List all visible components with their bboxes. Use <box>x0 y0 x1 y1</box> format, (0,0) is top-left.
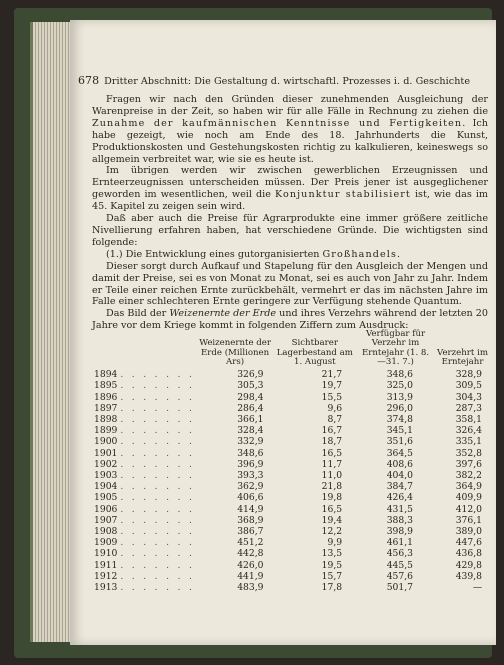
year-label: 1896 <box>94 391 118 403</box>
table-cell: 11,7 <box>321 458 343 470</box>
year-label: 1903 <box>94 470 118 482</box>
table-cell: 348,6 <box>237 447 264 459</box>
paragraph-6-end: und ihres Verzehrs während der letzten 20 Jahre vor dem Kriege kommt in folgenden Ziffern zum Ausdruck: <box>92 308 489 332</box>
table-row <box>92 582 490 593</box>
table-cell: 382,2 <box>455 470 482 482</box>
table-cell-year <box>92 582 197 593</box>
table-cell: 313,9 <box>386 391 414 403</box>
table-cell: 12,2 <box>321 526 343 538</box>
table-cell-year <box>92 392 197 403</box>
leader-dots: . . . . . . . <box>120 582 195 594</box>
table-row <box>92 403 490 414</box>
paragraph-2 <box>92 165 488 213</box>
leader-dots: . . . . . . . <box>120 537 195 549</box>
table-cell: 304,3 <box>455 391 482 403</box>
leader-dots: . . . . . . . <box>120 414 195 425</box>
table-cell: 501,7 <box>386 582 414 594</box>
table-cell: 296,0 <box>386 402 414 414</box>
table-cell: 19,7 <box>321 380 343 392</box>
year-label: 1910 <box>94 548 118 560</box>
table-cell: 351,6 <box>386 436 414 448</box>
leader-dots: . . . . . . . <box>120 391 195 403</box>
paragraph-5: Dieser sorgt durch Aufkauf und Stapelung für den Ausgleich der Mengen und damit der Preise, sei es von Monat zu Monat, sei es auch von Jahr zu Jahr. Indem er Teile einer reichen Ernte zurückbehält, vermehrt er das im nächsten Jahre im Falle einer schlechteren Ernte geringere zur Verfügung stehende Quantum. <box>92 260 488 308</box>
table-cell: 389,0 <box>455 526 482 538</box>
italic-emphasis: Weizenernte der Erde <box>169 308 277 320</box>
table-cell: 358,1 <box>455 414 482 425</box>
paragraph-3: Daß aber auch die Preise für Agrarprodukte eine immer größere zeitliche Nivellierung erfahren haben, hat verschiedene Gründe. Die wichtigsten sind folgende: <box>92 213 488 248</box>
table-cell: 429,8 <box>455 559 482 571</box>
table-cell: 335,1 <box>455 436 482 448</box>
table-cell: 16,5 <box>321 447 343 459</box>
table-cell: 17,8 <box>321 582 343 594</box>
page-number: 678 <box>78 74 100 87</box>
table-row <box>92 560 490 571</box>
year-label: 1912 <box>94 570 118 582</box>
table-cell: 364,5 <box>386 447 414 459</box>
table-row <box>92 369 490 380</box>
table-cell: 461,1 <box>386 537 414 549</box>
table-cell: 451,2 <box>237 537 264 549</box>
paragraph-1-text: Fragen wir nach den Gründen dieser zunehmenden Ausgleichung der Warenpreise in der Zeit, so haben wir für alle Fälle in Rechnung zu ziehen die <box>92 94 488 117</box>
table-cell: 19,5 <box>321 559 343 571</box>
leader-dots: . . . . . . . <box>120 458 195 470</box>
table-cell-year <box>92 571 197 582</box>
table-cell: 414,9 <box>237 503 264 515</box>
table-row <box>92 470 490 481</box>
leader-dots: . . . . . . . <box>120 503 195 515</box>
table-cell: 15,7 <box>321 570 343 582</box>
table-cell-year <box>92 459 197 470</box>
table-row <box>92 414 490 425</box>
paragraph-1 <box>92 94 488 165</box>
year-label: 1906 <box>94 503 118 515</box>
table-cell: 287,3 <box>455 402 482 414</box>
year-label: 1902 <box>94 458 118 470</box>
table-cell: 456,3 <box>386 548 414 560</box>
spaced-emphasis-2: Konjunktur stabilisiert <box>274 189 411 201</box>
spaced-emphasis-3: Großhandels <box>322 248 397 260</box>
running-header <box>78 74 490 87</box>
leader-dots: . . . . . . . <box>120 492 195 504</box>
table-cell: 408,6 <box>386 458 414 470</box>
table-cell-year <box>92 481 197 492</box>
leader-dots: . . . . . . . <box>120 526 195 538</box>
table-cell: 436,8 <box>455 548 482 560</box>
leader-dots: . . . . . . . <box>120 570 195 582</box>
table-cell-year <box>92 526 197 537</box>
table-cell: 362,9 <box>237 481 264 493</box>
book-page <box>70 20 496 645</box>
header-harvest: Weizenernte der Erde (Millionen Ars) <box>199 338 271 367</box>
table-cell: 376,1 <box>455 514 482 526</box>
leader-dots: . . . . . . . <box>120 402 195 414</box>
table-cell: 409,9 <box>455 492 482 504</box>
paragraph-6 <box>92 308 488 332</box>
table-cell-year <box>92 448 197 459</box>
table-cell: 396,9 <box>237 458 264 470</box>
year-label: 1911 <box>94 559 118 571</box>
table-cell: 9,6 <box>327 402 343 414</box>
table-cell-year <box>92 470 197 481</box>
table-row <box>92 380 490 391</box>
table-cell: 309,5 <box>455 380 482 392</box>
table-cell: 286,4 <box>237 402 264 414</box>
table-cell: 441,9 <box>237 570 264 582</box>
table-cell: 13,5 <box>321 548 343 560</box>
table-cell: 328,4 <box>237 425 264 437</box>
year-label: 1898 <box>94 414 118 425</box>
table-cell-year <box>92 425 197 436</box>
table-row <box>92 537 490 548</box>
wheat-table <box>92 330 490 593</box>
table-cell: 393,3 <box>237 470 264 482</box>
table-cell: 374,8 <box>386 414 414 425</box>
paragraph-4 <box>92 249 488 261</box>
table-cell-year <box>92 504 197 515</box>
table-cell: 457,6 <box>386 570 414 582</box>
table-cell: 332,9 <box>237 436 264 448</box>
table-cell: 16,5 <box>321 503 343 515</box>
year-label: 1894 <box>94 369 118 381</box>
table-row <box>92 548 490 559</box>
table-cell: 426,0 <box>237 559 264 571</box>
table-cell: 19,8 <box>321 492 343 504</box>
table-cell: — <box>472 582 482 594</box>
table-row <box>92 492 490 503</box>
table-cell-year <box>92 515 197 526</box>
leader-dots: . . . . . . . <box>120 559 195 571</box>
header-year <box>92 330 197 369</box>
leader-dots: . . . . . . . <box>120 514 195 526</box>
table-cell: 439,8 <box>455 570 482 582</box>
table-cell: 406,6 <box>237 492 264 504</box>
leader-dots: . . . . . . . <box>120 369 195 381</box>
table-cell: 326,4 <box>455 425 482 437</box>
table-row <box>92 459 490 470</box>
paragraph-4-end: . <box>396 248 401 260</box>
paragraph-2-text: Im übrigen werden wir zwischen gewerblichen Erzeugnissen und Ernteerzeugnissen unterscheiden müssen. Der Preis jener ist ausgeglichener geworden im wesentlichen, weil die <box>92 165 488 201</box>
table-row <box>92 571 490 582</box>
year-label: 1897 <box>94 402 118 414</box>
table-cell-year <box>92 436 197 447</box>
year-label: 1904 <box>94 481 118 493</box>
table-cell: 368,9 <box>237 514 264 526</box>
table-row <box>92 425 490 436</box>
paragraph-1-end: . Ich habe gezeigt, wie noch am Ende des 18. Jahrhunderts die Kunst, Produktionskosten und Gestehungskosten richtig zu kalkulieren, keineswegs so allgemein verbreitet war, wie sie es heute ist. <box>92 117 488 165</box>
table-row <box>92 526 490 537</box>
table-cell: 328,9 <box>455 369 482 381</box>
table-cell: 326,9 <box>237 369 264 381</box>
table-cell: 445,5 <box>386 559 414 571</box>
table-cell: 345,1 <box>386 425 414 437</box>
leader-dots: . . . . . . . <box>120 470 195 482</box>
table-cell: 366,1 <box>237 414 264 425</box>
year-label: 1900 <box>94 436 118 448</box>
table-cell-year <box>92 548 197 559</box>
table-cell-year <box>92 403 197 414</box>
table-cell: 11,0 <box>321 470 343 482</box>
table-cell: 348,6 <box>386 369 414 381</box>
table-cell: 8,7 <box>327 414 343 425</box>
table-cell: 412,0 <box>455 503 482 515</box>
table-cell: 21,8 <box>321 481 343 493</box>
year-label: 1913 <box>94 582 118 594</box>
table-cell: 426,4 <box>386 492 414 504</box>
leader-dots: . . . . . . . <box>120 548 195 560</box>
body-text <box>92 94 488 332</box>
table-cell: 364,9 <box>455 481 482 493</box>
year-label: 1895 <box>94 380 118 392</box>
table-header-row <box>92 330 490 369</box>
table-cell: 298,4 <box>237 391 264 403</box>
leader-dots: . . . . . . . <box>120 380 195 392</box>
year-label: 1909 <box>94 537 118 549</box>
table-row <box>92 504 490 515</box>
table-cell: 9,9 <box>327 537 343 549</box>
table-cell-year <box>92 537 197 548</box>
table-cell: 325,0 <box>386 380 414 392</box>
paragraph-6-text: Das Bild der <box>106 308 170 320</box>
table-cell-year <box>92 414 197 425</box>
leader-dots: . . . . . . . <box>120 447 195 459</box>
table-cell: 442,8 <box>237 548 264 560</box>
table-cell: 15,5 <box>321 391 343 403</box>
table-cell-year <box>92 560 197 571</box>
spaced-emphasis-1: Zunahme der kaufmännischen Kenntnisse und Fertigkeiten <box>92 117 463 129</box>
table-row <box>92 515 490 526</box>
table-cell: 397,6 <box>455 458 482 470</box>
table-cell: 388,3 <box>386 514 414 526</box>
year-label: 1899 <box>94 425 118 437</box>
table-cell: 19,4 <box>321 514 343 526</box>
table-cell: 21,7 <box>321 369 343 381</box>
year-label: 1905 <box>94 492 118 504</box>
header-available: Verfügbar für Verzehr im Erntejahr (1. 8.—31. 7.) <box>362 329 430 367</box>
table-cell: 404,0 <box>386 470 414 482</box>
table-cell: 305,3 <box>237 380 264 392</box>
year-label: 1907 <box>94 514 118 526</box>
table-cell: 16,7 <box>321 425 343 437</box>
table-cell: 398,9 <box>386 526 414 538</box>
table-cell: 483,9 <box>237 582 264 594</box>
year-label: 1901 <box>94 447 118 459</box>
table-row <box>92 448 490 459</box>
table-cell-year <box>92 380 197 391</box>
paragraph-4-text: (1.) Die Entwicklung eines gutorganisierten <box>106 248 323 260</box>
table-cell-year <box>92 492 197 503</box>
year-label: 1908 <box>94 526 118 538</box>
leader-dots: . . . . . . . <box>120 436 195 448</box>
paragraph-2-end: ist, wie das im 45. Kapitel zu zeigen sein wird. <box>92 189 488 213</box>
table-row <box>92 481 490 492</box>
header-consumed: Verzehrt im Erntejahr <box>437 347 488 367</box>
table-cell: 447,6 <box>455 537 482 549</box>
table-cell: 18,7 <box>321 436 343 448</box>
table-cell: 386,7 <box>237 526 264 538</box>
table-body <box>92 369 490 593</box>
running-title: Dritter Abschnitt: Die Gestaltung d. wirtschaftl. Prozesses i. d. Geschichte <box>104 76 471 87</box>
table-cell: 352,8 <box>455 447 482 459</box>
table-cell-year <box>92 369 197 380</box>
table-cell: 384,7 <box>386 481 414 493</box>
header-stock: Sichtbarer Lagerbestand am 1. August <box>276 338 353 367</box>
leader-dots: . . . . . . . <box>120 481 195 493</box>
leader-dots: . . . . . . . <box>120 425 195 437</box>
table-cell: 431,5 <box>386 503 414 515</box>
table-row <box>92 392 490 403</box>
table-row <box>92 436 490 447</box>
